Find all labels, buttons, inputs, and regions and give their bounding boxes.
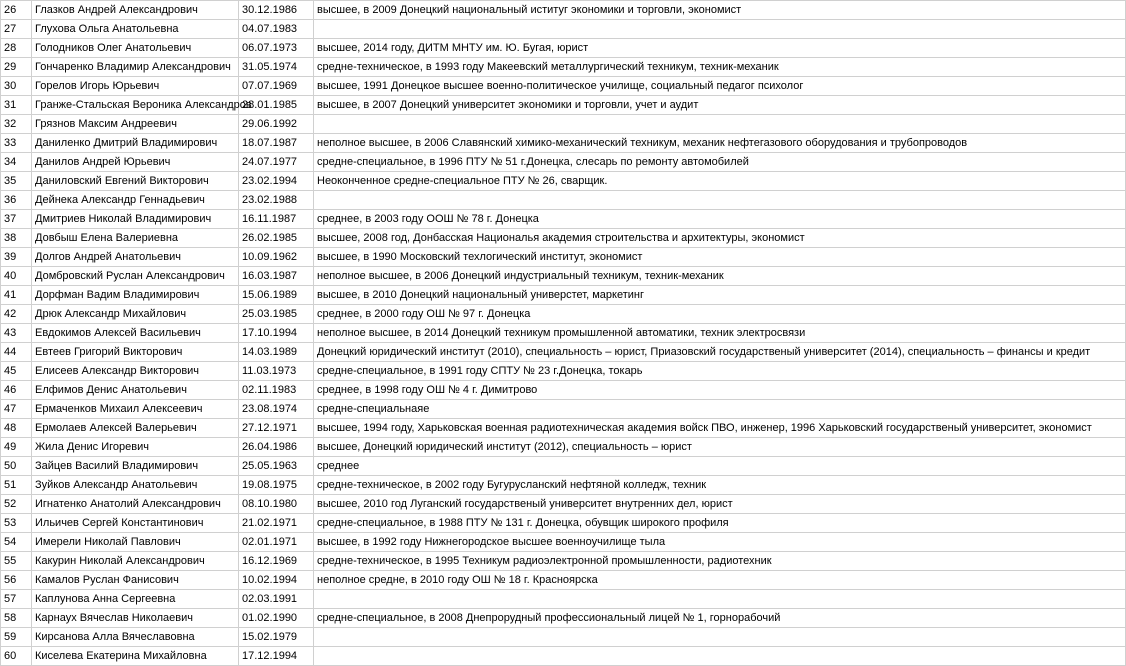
- cell-full-name[interactable]: Гранже-Стальская Вероника Александров: [32, 96, 239, 115]
- cell-full-name[interactable]: Дрюк Александр Михайлович: [32, 305, 239, 324]
- cell-education[interactable]: [314, 191, 1126, 210]
- cell-row-number[interactable]: 58: [1, 609, 32, 628]
- table-row[interactable]: [1, 457, 1126, 476]
- cell-full-name[interactable]: Евдокимов Алексей Васильевич: [32, 324, 239, 343]
- cell-row-number[interactable]: 60: [1, 647, 32, 666]
- cell-row-number[interactable]: 33: [1, 134, 32, 153]
- cell-birthdate[interactable]: 31.05.1974: [239, 58, 314, 77]
- cell-full-name[interactable]: Грязнов Максим Андреевич: [32, 115, 239, 134]
- cell-row-number[interactable]: 44: [1, 343, 32, 362]
- cell-education[interactable]: высшее, 2008 год, Донбасская Националья академия строительства и архитектуры, экономист: [314, 229, 1126, 248]
- cell-education[interactable]: [314, 20, 1126, 39]
- table-row[interactable]: [1, 77, 1126, 96]
- cell-education[interactable]: неполное высшее, в 2014 Донецкий техникум промышленной автоматики, техник электросвязи: [314, 324, 1126, 343]
- cell-full-name[interactable]: Домбровский Руслан Александрович: [32, 267, 239, 286]
- cell-row-number[interactable]: 32: [1, 115, 32, 134]
- cell-full-name[interactable]: Зайцев Василий Владимирович: [32, 457, 239, 476]
- table-row[interactable]: [1, 191, 1126, 210]
- table-row[interactable]: [1, 343, 1126, 362]
- cell-education[interactable]: средне-специальнаяе: [314, 400, 1126, 419]
- cell-education[interactable]: средне-техническое, в 1995 Техникум радиоэлектронной промышленности, радиотехник: [314, 552, 1126, 571]
- cell-birthdate[interactable]: 01.02.1990: [239, 609, 314, 628]
- cell-education[interactable]: средне-специальное, в 2008 Днепрорудный профессиональный лицей № 1, горнорабочий: [314, 609, 1126, 628]
- cell-full-name[interactable]: Данилов Андрей Юрьевич: [32, 153, 239, 172]
- cell-birthdate[interactable]: 18.07.1987: [239, 134, 314, 153]
- cell-full-name[interactable]: Евтеев Григорий Викторович: [32, 343, 239, 362]
- table-row[interactable]: [1, 514, 1126, 533]
- cell-birthdate[interactable]: 17.10.1994: [239, 324, 314, 343]
- table-row[interactable]: [1, 324, 1126, 343]
- cell-full-name[interactable]: Дмитриев Николай Владимирович: [32, 210, 239, 229]
- cell-birthdate[interactable]: 26.04.1986: [239, 438, 314, 457]
- cell-full-name[interactable]: Елфимов Денис Анатольевич: [32, 381, 239, 400]
- cell-birthdate[interactable]: 08.10.1980: [239, 495, 314, 514]
- cell-full-name[interactable]: Даниловский Евгений Викторович: [32, 172, 239, 191]
- cell-full-name[interactable]: Ермолаев Алексей Валерьевич: [32, 419, 239, 438]
- table-row[interactable]: [1, 96, 1126, 115]
- cell-row-number[interactable]: 29: [1, 58, 32, 77]
- cell-row-number[interactable]: 37: [1, 210, 32, 229]
- cell-birthdate[interactable]: 26.02.1985: [239, 229, 314, 248]
- table-row[interactable]: [1, 267, 1126, 286]
- cell-birthdate[interactable]: 23.02.1994: [239, 172, 314, 191]
- table-row[interactable]: [1, 115, 1126, 134]
- cell-full-name[interactable]: Долгов Андрей Анатольевич: [32, 248, 239, 267]
- table-row[interactable]: [1, 571, 1126, 590]
- cell-birthdate[interactable]: 14.03.1989: [239, 343, 314, 362]
- cell-row-number[interactable]: 40: [1, 267, 32, 286]
- cell-birthdate[interactable]: 16.03.1987: [239, 267, 314, 286]
- cell-full-name[interactable]: Зуйков Александр Анатольевич: [32, 476, 239, 495]
- cell-birthdate[interactable]: 25.05.1963: [239, 457, 314, 476]
- cell-birthdate[interactable]: 15.06.1989: [239, 286, 314, 305]
- cell-education[interactable]: высшее, 2010 год Луганский государственый университет внутренних дел, юрист: [314, 495, 1126, 514]
- table-row[interactable]: [1, 153, 1126, 172]
- cell-row-number[interactable]: 46: [1, 381, 32, 400]
- table-row[interactable]: [1, 286, 1126, 305]
- cell-birthdate[interactable]: 11.03.1973: [239, 362, 314, 381]
- cell-education[interactable]: среднее, в 2003 году ООШ № 78 г. Донецка: [314, 210, 1126, 229]
- cell-education[interactable]: высшее, 2014 году, ДИТМ МНТУ им. Ю. Бугая, юрист: [314, 39, 1126, 58]
- cell-education[interactable]: средне-техническое, в 1993 году Макеевский металлургический техникум, техник-механик: [314, 58, 1126, 77]
- cell-birthdate[interactable]: 10.02.1994: [239, 571, 314, 590]
- table-row[interactable]: [1, 39, 1126, 58]
- cell-row-number[interactable]: 42: [1, 305, 32, 324]
- cell-full-name[interactable]: Глухова Ольга Анатольевна: [32, 20, 239, 39]
- cell-row-number[interactable]: 30: [1, 77, 32, 96]
- cell-education[interactable]: неполное высшее, в 2006 Донецкий индустриальный техникум, техник-механик: [314, 267, 1126, 286]
- cell-row-number[interactable]: 45: [1, 362, 32, 381]
- cell-row-number[interactable]: 48: [1, 419, 32, 438]
- cell-row-number[interactable]: 56: [1, 571, 32, 590]
- cell-row-number[interactable]: 28: [1, 39, 32, 58]
- cell-education[interactable]: средне-специальное, в 1996 ПТУ № 51 г.Донецка, слесарь по ремонту автомобилей: [314, 153, 1126, 172]
- cell-birthdate[interactable]: 02.03.1991: [239, 590, 314, 609]
- cell-birthdate[interactable]: 16.11.1987: [239, 210, 314, 229]
- cell-birthdate[interactable]: 23.08.1974: [239, 400, 314, 419]
- cell-row-number[interactable]: 51: [1, 476, 32, 495]
- cell-full-name[interactable]: Горелов Игорь Юрьевич: [32, 77, 239, 96]
- cell-full-name[interactable]: Ильичев Сергей Константинович: [32, 514, 239, 533]
- cell-full-name[interactable]: Даниленко Дмитрий Владимирович: [32, 134, 239, 153]
- cell-full-name[interactable]: Кирсанова Алла Вячеславовна: [32, 628, 239, 647]
- cell-row-number[interactable]: 49: [1, 438, 32, 457]
- table-row[interactable]: [1, 533, 1126, 552]
- cell-full-name[interactable]: Имерели Николай Павлович: [32, 533, 239, 552]
- cell-row-number[interactable]: 39: [1, 248, 32, 267]
- cell-full-name[interactable]: Киселева Екатерина Михайловна: [32, 647, 239, 666]
- cell-birthdate[interactable]: 28.01.1985: [239, 96, 314, 115]
- cell-education[interactable]: средне-специальное, в 1991 году СПТУ № 23 г.Донецка, токарь: [314, 362, 1126, 381]
- cell-education[interactable]: средне-специальное, в 1988 ПТУ № 131 г. Донецка, обувщик широкого профиля: [314, 514, 1126, 533]
- cell-row-number[interactable]: 34: [1, 153, 32, 172]
- cell-full-name[interactable]: Карнаух Вячеслав Николаевич: [32, 609, 239, 628]
- cell-row-number[interactable]: 38: [1, 229, 32, 248]
- table-row[interactable]: [1, 1, 1126, 20]
- cell-birthdate[interactable]: 02.01.1971: [239, 533, 314, 552]
- table-row[interactable]: [1, 305, 1126, 324]
- cell-row-number[interactable]: 53: [1, 514, 32, 533]
- table-row[interactable]: [1, 400, 1126, 419]
- cell-birthdate[interactable]: 10.09.1962: [239, 248, 314, 267]
- table-row[interactable]: [1, 20, 1126, 39]
- cell-birthdate[interactable]: 27.12.1971: [239, 419, 314, 438]
- cell-education[interactable]: высшее, 1991 Донецкое высшее военно-политическое училище, социальный педагог психолог: [314, 77, 1126, 96]
- cell-education[interactable]: неполное средне, в 2010 году ОШ № 18 г. Красноярска: [314, 571, 1126, 590]
- table-row[interactable]: [1, 134, 1126, 153]
- cell-birthdate[interactable]: 23.02.1988: [239, 191, 314, 210]
- cell-birthdate[interactable]: 21.02.1971: [239, 514, 314, 533]
- cell-birthdate[interactable]: 17.12.1994: [239, 647, 314, 666]
- cell-birthdate[interactable]: 30.12.1986: [239, 1, 314, 20]
- cell-row-number[interactable]: 52: [1, 495, 32, 514]
- cell-birthdate[interactable]: 19.08.1975: [239, 476, 314, 495]
- cell-education[interactable]: высшее, в 2010 Донецкий национальный универстет, маркетинг: [314, 286, 1126, 305]
- table-row[interactable]: [1, 476, 1126, 495]
- cell-birthdate[interactable]: 15.02.1979: [239, 628, 314, 647]
- table-row[interactable]: [1, 628, 1126, 647]
- cell-row-number[interactable]: 59: [1, 628, 32, 647]
- cell-education[interactable]: высшее, 1994 году, Харьковская военная радиотехническая академия войск ПВО, инженер, 1996 Харьковский государственый университет, экономист: [314, 419, 1126, 438]
- table-row[interactable]: [1, 590, 1126, 609]
- table-row[interactable]: [1, 381, 1126, 400]
- cell-row-number[interactable]: 50: [1, 457, 32, 476]
- cell-full-name[interactable]: Дейнека Александр Геннадьевич: [32, 191, 239, 210]
- cell-row-number[interactable]: 47: [1, 400, 32, 419]
- cell-row-number[interactable]: 41: [1, 286, 32, 305]
- cell-row-number[interactable]: 36: [1, 191, 32, 210]
- cell-row-number[interactable]: 26: [1, 1, 32, 20]
- table-row[interactable]: [1, 647, 1126, 666]
- cell-birthdate[interactable]: 07.07.1969: [239, 77, 314, 96]
- table-row[interactable]: [1, 609, 1126, 628]
- cell-full-name[interactable]: Игнатенко Анатолий Александрович: [32, 495, 239, 514]
- cell-row-number[interactable]: 31: [1, 96, 32, 115]
- cell-row-number[interactable]: 57: [1, 590, 32, 609]
- cell-full-name[interactable]: Ермаченков Михаил Алексеевич: [32, 400, 239, 419]
- cell-education[interactable]: среднее, в 1998 году ОШ № 4 г. Димитрово: [314, 381, 1126, 400]
- cell-birthdate[interactable]: 02.11.1983: [239, 381, 314, 400]
- cell-education[interactable]: высшее, Донецкий юридический институт (2012), специальность – юрист: [314, 438, 1126, 457]
- cell-full-name[interactable]: Какурин Николай Александрович: [32, 552, 239, 571]
- cell-education[interactable]: Неоконченное средне-специальное ПТУ № 26, сварщик.: [314, 172, 1126, 191]
- cell-birthdate[interactable]: 25.03.1985: [239, 305, 314, 324]
- cell-row-number[interactable]: 54: [1, 533, 32, 552]
- table-row[interactable]: [1, 172, 1126, 191]
- cell-row-number[interactable]: 43: [1, 324, 32, 343]
- cell-birthdate[interactable]: 06.07.1973: [239, 39, 314, 58]
- table-row[interactable]: [1, 248, 1126, 267]
- cell-full-name[interactable]: Камалов Руслан Фанисович: [32, 571, 239, 590]
- cell-birthdate[interactable]: 24.07.1977: [239, 153, 314, 172]
- table-row[interactable]: [1, 229, 1126, 248]
- cell-education[interactable]: высшее, в 2009 Донецкий национальный иституг экономики и торговли, экономист: [314, 1, 1126, 20]
- table-row[interactable]: [1, 495, 1126, 514]
- table-row[interactable]: [1, 210, 1126, 229]
- cell-full-name[interactable]: Голодников Олег Анатольевич: [32, 39, 239, 58]
- cell-birthdate[interactable]: 04.07.1983: [239, 20, 314, 39]
- cell-education[interactable]: среднее: [314, 457, 1126, 476]
- table-row[interactable]: [1, 58, 1126, 77]
- cell-full-name[interactable]: Довбыш Елена Валериевна: [32, 229, 239, 248]
- table-row[interactable]: [1, 438, 1126, 457]
- cell-row-number[interactable]: 27: [1, 20, 32, 39]
- cell-education[interactable]: [314, 115, 1126, 134]
- cell-full-name[interactable]: Глазков Андрей Александрович: [32, 1, 239, 20]
- cell-row-number[interactable]: 55: [1, 552, 32, 571]
- table-row[interactable]: [1, 362, 1126, 381]
- cell-birthdate[interactable]: 16.12.1969: [239, 552, 314, 571]
- table-row[interactable]: [1, 552, 1126, 571]
- cell-birthdate[interactable]: 29.06.1992: [239, 115, 314, 134]
- cell-education[interactable]: Донецкий юридический институт (2010), специальность – юрист, Приазовский государственый университет (2014), специальность – финансы и кредит: [314, 343, 1126, 362]
- cell-row-number[interactable]: 35: [1, 172, 32, 191]
- cell-full-name[interactable]: Жила Денис Игоревич: [32, 438, 239, 457]
- cell-education[interactable]: [314, 647, 1126, 666]
- cell-education[interactable]: высшее, в 2007 Донецкий университет экономики и торговли, учет и аудит: [314, 96, 1126, 115]
- cell-education[interactable]: неполное высшее, в 2006 Славянский химико-механический техникум, механик нефтегазового оборудования и трубопроводов: [314, 134, 1126, 153]
- cell-full-name[interactable]: Гончаренко Владимир Александрович: [32, 58, 239, 77]
- cell-education[interactable]: среднее, в 2000 году ОШ № 97 г. Донецка: [314, 305, 1126, 324]
- cell-education[interactable]: высшее, в 1992 году Нижнегородское высшее военноучилище тыла: [314, 533, 1126, 552]
- cell-full-name[interactable]: Елисеев Александр Викторович: [32, 362, 239, 381]
- table-body: [1, 1, 1126, 666]
- cell-education[interactable]: средне-техническое, в 2002 году Бугурусланский нефтяной колледж, техник: [314, 476, 1126, 495]
- cell-education[interactable]: [314, 590, 1126, 609]
- cell-education[interactable]: высшее, в 1990 Московский техлогический институт, экономист: [314, 248, 1126, 267]
- cell-full-name[interactable]: Каплунова Анна Сергеевна: [32, 590, 239, 609]
- cell-education[interactable]: [314, 628, 1126, 647]
- table-row[interactable]: [1, 419, 1126, 438]
- cell-full-name[interactable]: Дорфман Вадим Владимирович: [32, 286, 239, 305]
